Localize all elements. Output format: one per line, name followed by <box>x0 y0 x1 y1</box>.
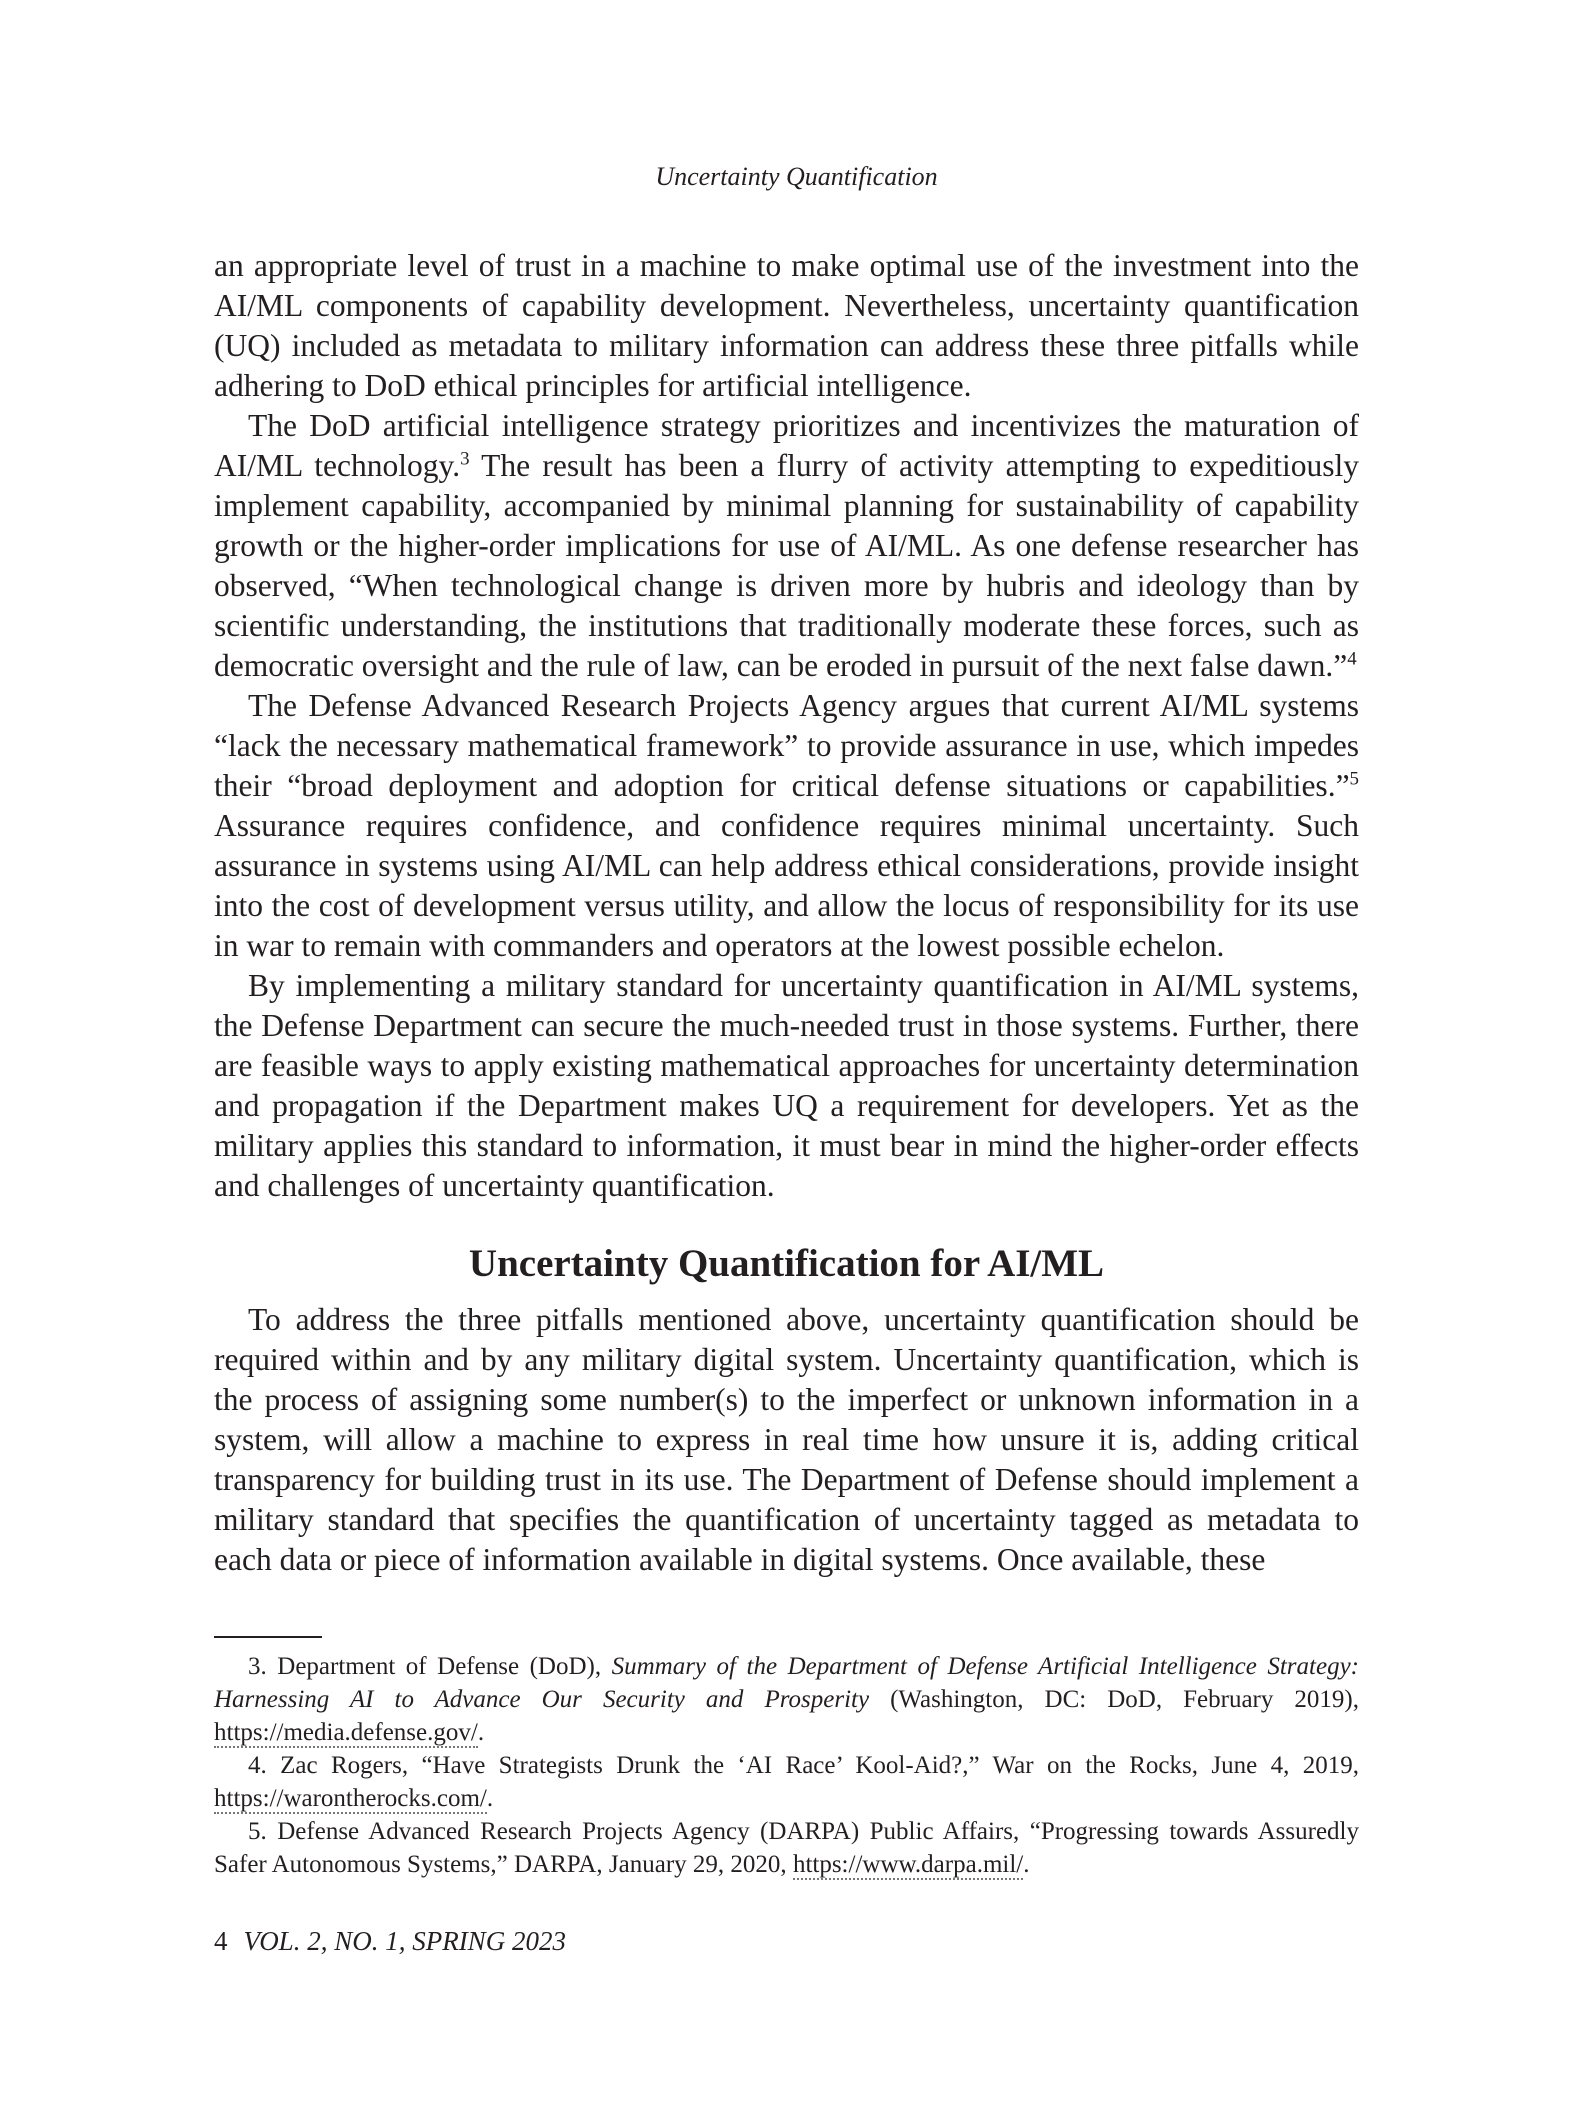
running-head: Uncertainty Quantification <box>655 162 938 191</box>
footnote-number: 3. <box>248 1653 267 1680</box>
issue-info: VOL. 2, NO. 1, SPRING 2023 <box>243 1926 566 1956</box>
footnotes <box>214 1650 1359 1881</box>
footnote-4 <box>214 1749 1359 1815</box>
paragraph-3 <box>214 686 1359 966</box>
footnote-punct: . <box>477 1719 485 1746</box>
footnote-ref-4[interactable]: 4 <box>1347 648 1357 670</box>
footnote-number: 4. <box>248 1752 267 1779</box>
footnote-text: (Washington, DC: DoD, February 2019), <box>869 1686 1359 1713</box>
paragraph-2-text-a: The DoD artificial intelligence strategy prioritizes and incentivizes the maturation of AI/ML technology. <box>214 408 1359 483</box>
footnote-link[interactable]: https://warontherocks.com/ <box>214 1785 487 1812</box>
footnote-text: Defense Advanced Research Projects Agency (DARPA) Public Affairs, “Progressing towards Assuredly Safer Autonomous Systems,” DARPA, January 29, 2020, <box>214 1818 1359 1878</box>
paragraph-1: an appropriate level of trust in a machine to make optimal use of the investment into the AI/ML components of capability development. Nevertheless, uncertainty quantification (UQ) included as metadata to military information can address these three pitfalls while adhering to DoD ethical principles for artificial intelligence. <box>214 248 1359 403</box>
page-number: 4 <box>214 1926 228 1956</box>
footnote-ref-5[interactable]: 5 <box>1349 768 1359 790</box>
article-body <box>214 246 1359 1580</box>
paragraph-4: By implementing a military standard for uncertainty quantification in AI/ML systems, the Defense Department can secure the much-needed trust in those systems. Further, there are feasible ways to apply existing mathematical approaches for uncertainty determination and propagation if the Department makes UQ a requirement for developers. Yet as the military applies this standard to information, it must bear in mind the higher-order effects and challenges of uncertainty quantification. <box>214 968 1359 1203</box>
footnote-punct: . <box>486 1785 494 1812</box>
footnote-ref-3[interactable]: 3 <box>460 448 470 470</box>
paragraph-2-text-b: The result has been a flurry of activity attempting to expeditiously implement capability, accompanied by minimal planning for sustainability of capability growth or the higher-order implications for use of AI/ML. As one defense researcher has observed, “When technological change is driven more by hubris and ideology than by scientific understanding, the institutions that traditionally moderate these forces, such as democratic oversight and the rule of law, can be eroded in pursuit of the next false dawn.” <box>214 448 1359 683</box>
footnote-link[interactable]: https://www.darpa.mil/ <box>792 1851 1024 1878</box>
footnote-number: 5. <box>248 1818 267 1845</box>
footnote-link[interactable]: https://media.defense.gov/ <box>214 1719 478 1746</box>
paragraph-2 <box>214 406 1359 686</box>
footnote-divider <box>214 1636 322 1638</box>
footnote-5 <box>214 1815 1359 1881</box>
footnote-3 <box>214 1650 1359 1749</box>
page-footer <box>214 1926 566 1957</box>
footnote-title: Summary of the Department of Defense Artificial Intelligence Strategy: Harnessing AI to Advance Our Security and Prosperity <box>214 1653 1359 1713</box>
paragraph-3-text-a: The Defense Advanced Research Projects Agency argues that current AI/ML systems “lack the necessary mathematical framework” to provide assurance in use, which impedes their “broad deployment and adoption for critical defense situations or capabilities.” <box>214 688 1359 803</box>
paragraph-3-text-b: Assurance requires confidence, and confidence requires minimal uncertainty. Such assurance in systems using AI/ML can help address ethical considerations, provide insight into the cost of development versus utility, and allow the locus of responsibility for its use in war to remain with commanders and operators at the lowest possible echelon. <box>214 808 1359 963</box>
footnote-text: Department of Defense (DoD), <box>277 1653 612 1680</box>
footnote-text: Zac Rogers, “Have Strategists Drunk the ‘AI Race’ Kool-Aid?,” War on the Rocks, June 4, 2019, <box>280 1752 1359 1779</box>
footnote-punct: . <box>1023 1851 1030 1878</box>
paragraph-5: To address the three pitfalls mentioned above, uncertainty quantification should be required within and by any military digital system. Uncertainty quantification, which is the process of assigning some number(s) to the imperfect or unknown information in a system, will allow a machine to express in real time how unsure it is, adding critical transparency for building trust in its use. The Department of Defense should implement a military standard that specifies the quantification of uncertainty tagged as metadata to each data or piece of information available in digital systems. Once available, these <box>214 1302 1359 1577</box>
section-heading: Uncertainty Quantification for AI/ML <box>468 1242 1105 1285</box>
